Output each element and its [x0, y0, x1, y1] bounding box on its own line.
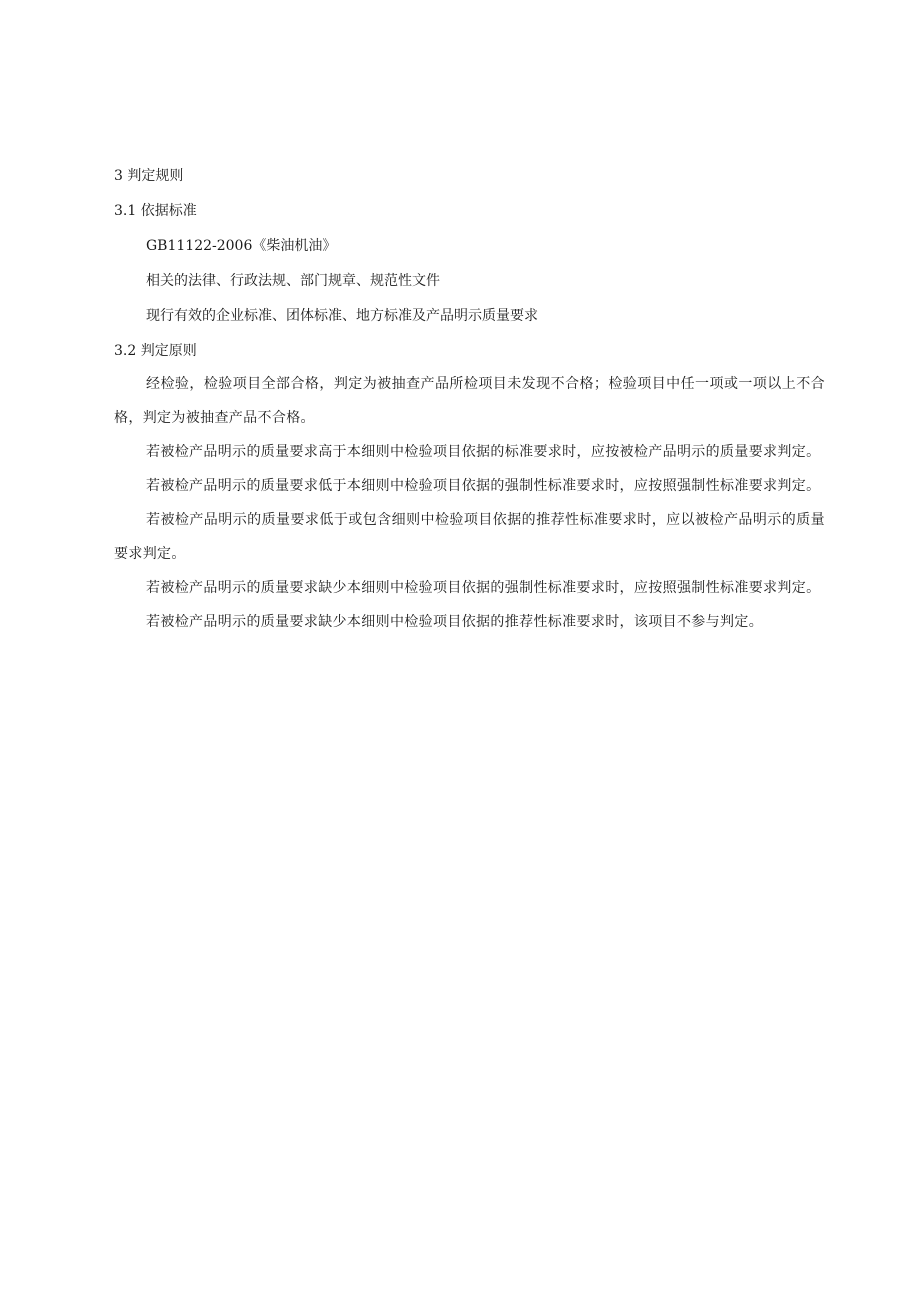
basis-item: 现行有效的企业标准、团体标准、地方标准及产品明示质量要求 [146, 308, 538, 324]
basis-item: 相关的法律、行政法规、部门规章、规范性文件 [146, 273, 440, 289]
section-heading: 3 判定规则 [114, 168, 184, 184]
document-body [114, 164, 825, 639]
basis-item: GB11122-2006《柴油机油》 [146, 238, 337, 254]
principle-paragraph: 若被检产品明示的质量要求缺少本细则中检验项目依据的推荐性标准要求时，该项目不参与判定。 [146, 614, 764, 630]
principle-paragraph: 若被检产品明示的质量要求高于本细则中检验项目依据的标准要求时，应按被检产品明示的质量要求判定。 [146, 444, 821, 460]
principle-paragraph: 若被检产品明示的质量要求低于本细则中检验项目依据的强制性标准要求时，应按照强制性标准要求判定。 [146, 478, 821, 494]
principle-paragraph: 若被检产品明示的质量要求缺少本细则中检验项目依据的强制性标准要求时，应按照强制性标准要求判定。 [146, 580, 821, 596]
principle-paragraph: 经检验，检验项目全部合格，判定为被抽查产品所检项目未发现不合格；检验项目中任一项或一项以上不合格，判定为被抽查产品不合格。 [114, 376, 825, 426]
principles-heading: 3.2 判定原则 [114, 343, 197, 359]
principle-paragraph: 若被检产品明示的质量要求低于或包含细则中检验项目依据的推荐性标准要求时，应以被检产品明示的质量要求判定。 [114, 512, 825, 562]
basis-heading: 3.1 依据标准 [114, 203, 197, 219]
